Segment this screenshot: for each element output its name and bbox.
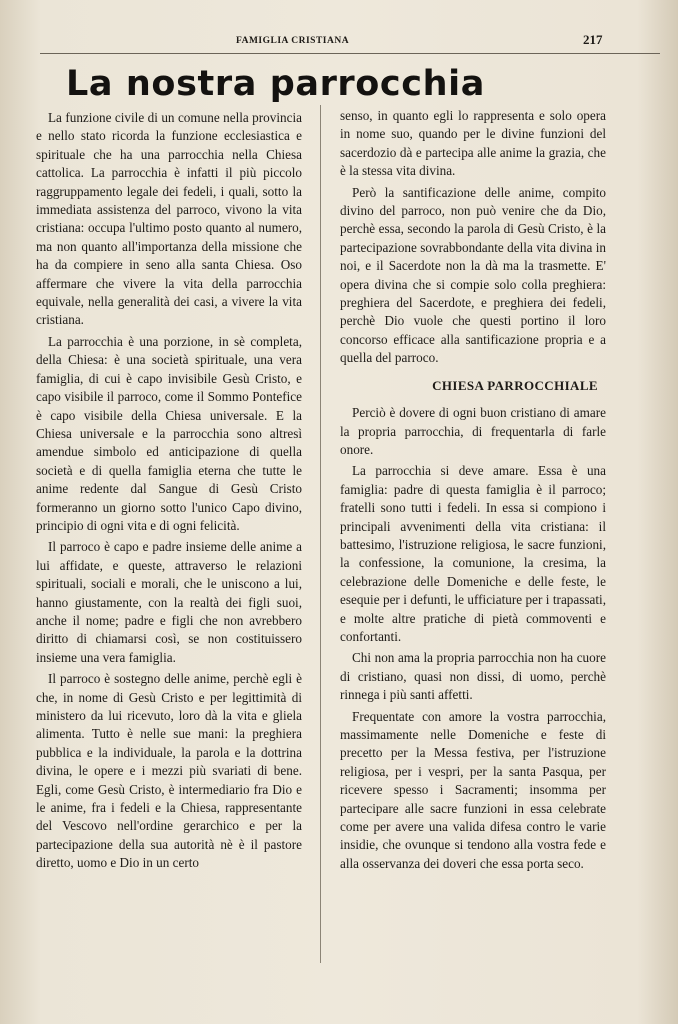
section-heading: CHIESA PARROCCHIALE: [432, 377, 598, 393]
left-column: [36, 109, 302, 876]
paragraph: senso, in quanto egli lo rappresenta e solo opera in nome suo, quando per le divine funzioni del sacerdozio dà e partecipa alle anime la grazia, che è la stessa vita divina.: [340, 108, 606, 179]
column-divider: [320, 105, 321, 963]
article-title: La nostra parrocchia: [66, 64, 485, 104]
paragraph: La parrocchia si deve amare. Essa è una famiglia: padre di questa famiglia è il parroco; fratelli sono tutti i fedeli. In essa si compiono i principali avvenimenti della vita cristiana: il battesimo, l'istruzione religiosa, le sacre funzioni, la confessione, la comunione, la cresima, la celebrazione delle Domeniche e delle feste, le esequie per i defunti, le ufficiature per i trapassati, e molte altre pratiche di pietà commoventi e confortanti.: [340, 463, 606, 644]
paragraph: La funzione civile di un comune nella provincia e nello stato ricorda la funzione ecclesiastica e spirituale che ha una parrocchia nella Chiesa cattolica. La parrocchia è infatti il più piccolo raggruppamento legale dei fedeli, i quali, sotto la immediata assistenza del parroco, vivono la vita cristiana: occupa l'ultimo posto quanto al numero, ma non quanto all'importanza della missione che ha da compiere in seno alla santa Chiesa. Oso affermare che vivere la vita della parrocchia equivale, nella generalità dei casi, a vivere la vita cristiana.: [36, 110, 302, 328]
running-head: FAMIGLIA CRISTIANA: [236, 36, 350, 46]
header-rule: [40, 53, 660, 54]
paragraph: Il parroco è capo e padre insieme delle anime a lui affidate, e queste, attraverso le relazioni spirituali, sociali e morali, che le uniscono a lui, hanno giustamente, con la realtà dei figli suoi, anche il nome; padre e figli che non avrebbero diritto di chiamarsi così, se non costituissero insieme una vera famiglia.: [36, 539, 302, 665]
paragraph: La parrocchia è una porzione, in sè completa, della Chiesa: è una società spirituale, una vera famiglia, di cui è capo invisibile Gesù Cristo, e capo visibile il parroco, come il Sommo Pontefice è capo visibile della Chiesa universale. E la Chiesa universale e la parrocchia sono altresì amendue simbolo ed anticipazione di quella società e di quella famiglia eterna che tutte le anime redente dal Sangue di Gesù Cristo formeranno un giorno sotto l'unico Capo divino, principio di ogni vita e di ogni felicità.: [36, 333, 302, 533]
paragraph: Il parroco è sostegno delle anime, perchè egli è che, in nome di Gesù Cristo e per legittimità di ministero da lui ricevuto, loro dà la vita e gliela alimenta. Tutto è nelle sue mani: la preghiera pubblica e la individuale, la parola e la dottrina divina, le opere e i mezzi più svariati di bene. Egli, come Gesù Cristo, è intermediario fra Dio e le anime, fra i fedeli e la Chiesa, rappresentante del Vescovo nell'ordine gerarchico e per la partecipazione della sua autorità nè è il pastore diretto, uomo e Dio in un certo: [36, 671, 302, 871]
paragraph: Chi non ama la propria parrocchia non ha cuore di cristiano, quasi non dissi, di uomo, perchè rinnega i più santi affetti.: [340, 650, 606, 703]
right-column: [340, 107, 606, 876]
paragraph: Perciò è dovere di ogni buon cristiano di amare la propria parrocchia, di frequentarla di farle onore.: [340, 405, 606, 457]
page-number: 217: [583, 32, 603, 47]
paragraph: Frequentate con amore la vostra parrocchia, massimamente nelle Domeniche e feste di precetto per la Messa festiva, per l'istruzione religiosa, per i vespri, per la santa Pasqua, per ricevere spesso i Sacramenti; insomma per partecipare alle sacre funzioni in essa celebrate come per avere una valida difesa contro le varie insidie, che ovunque si tendono alla vostra fede e alla osservanza dei doveri che essa porta seco.: [340, 708, 606, 871]
paragraph: Però la santificazione delle anime, compito divino del parroco, non può venire che da Dio, perchè essa, secondo la parola di Gesù Cristo, è la partecipazione sovrabbondante della vita divina in noi, e il Sacerdote non la dà ma la trasmette. E' opera divina che si compie solo colla preghiera: preghiera del Sacerdote, e preghiera dei fedeli, perchè Dio vuole che questi portino il loro concorso efficace alla santificazione propria e a quella del parroco.: [340, 184, 606, 366]
